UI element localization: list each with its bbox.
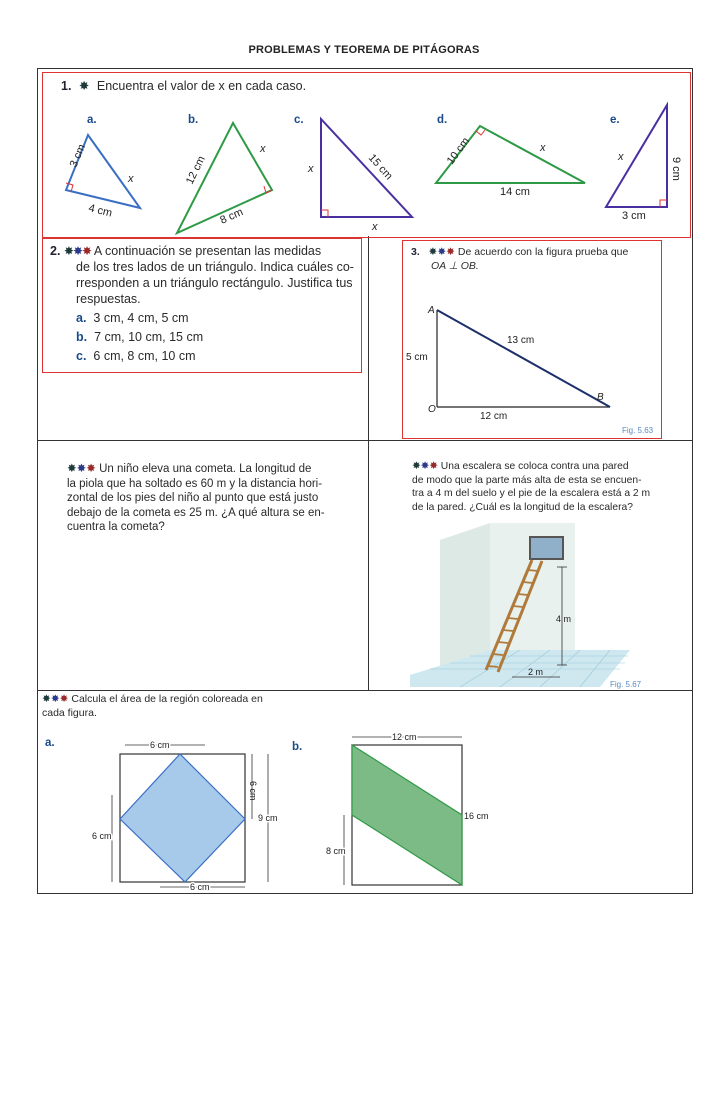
three-stars-icon: ✸✸✸ — [428, 246, 455, 258]
tri-a-hyp: x — [128, 173, 134, 185]
row-divider-2 — [37, 690, 693, 691]
kite-line-4: debajo de la cometa es 25 m. ¿A qué altura se en- — [67, 506, 325, 519]
ladder-line-4: de la pared. ¿Cuál es la longitud de la escalera? — [412, 501, 633, 513]
area-line-2: cada figura. — [42, 707, 97, 719]
point-a: A — [428, 305, 435, 316]
problem-3-line-1: De acuerdo con la figura prueba que — [457, 246, 629, 258]
tri-c-side1: x — [308, 163, 314, 175]
triangle-e — [606, 105, 667, 207]
label-c: c. — [294, 114, 304, 126]
label-b: b. — [188, 114, 199, 126]
area-problem — [42, 692, 263, 720]
side-ob: 12 cm — [480, 411, 508, 422]
three-stars-icon: ✸✸✸ — [67, 463, 96, 475]
tri-d-side2: x — [540, 142, 546, 154]
problem-1-text: Encuentra el valor de x en cada caso. — [96, 79, 307, 93]
ladder-caption: Fig. 5.67 — [610, 680, 642, 689]
problem-2-line-4: respuestas. — [76, 292, 141, 306]
area-a-left: 6 cm — [92, 831, 112, 841]
tri-c-side2: x — [372, 221, 378, 233]
ladder-line-2: de modo que la parte más alta de esta se encuen- — [412, 474, 642, 486]
problem-2-line-2: de los tres lados de un triángulo. Indica cuáles co- — [76, 260, 354, 274]
area-a-top: 6 cm — [150, 740, 170, 750]
area-a-bottom: 6 cm — [190, 882, 210, 892]
label-d: d. — [437, 114, 448, 126]
kite-line-1: Un niño eleva una cometa. La longitud de — [99, 463, 312, 475]
three-stars-icon: ✸✸✸ — [412, 461, 438, 472]
tri-a-side1: 3 cm — [67, 142, 89, 170]
area-a-right-outer: 9 cm — [258, 813, 278, 823]
three-stars-icon: ✸✸✸ — [63, 244, 92, 258]
ladder-problem — [412, 460, 650, 514]
area-label-a: a. — [45, 737, 55, 749]
area-b-right: 16 cm — [464, 811, 489, 821]
row-divider-1 — [37, 440, 693, 441]
label-a: a. — [87, 114, 97, 126]
tri-b-side1: 12 cm — [183, 154, 208, 187]
problem-2-option-c: c. 6 cm, 8 cm, 10 cm — [76, 349, 196, 363]
tri-c-hyp: 15 cm — [365, 151, 395, 183]
three-stars-icon: ✸✸✸ — [42, 693, 69, 705]
point-b: B — [597, 392, 604, 403]
tri-d-hyp: 14 cm — [500, 186, 530, 198]
star-icon: ✸ — [78, 79, 90, 93]
kite-line-2: la piola que ha soltado es 60 m y la distancia hori- — [67, 477, 323, 490]
problem-2-option-b: b. 7 cm, 10 cm, 15 cm — [76, 330, 204, 344]
problem-2-line-1: A continuación se presentan las medidas — [93, 244, 322, 258]
tri-e-hyp: x — [618, 151, 624, 163]
kite-line-5: cuentra la cometa? — [67, 521, 165, 533]
area-figure-a — [80, 735, 303, 895]
area-b-top: 12 cm — [392, 732, 417, 742]
problem-2-number: 2. — [50, 244, 61, 258]
ladder-base-label: 2 m — [528, 667, 544, 677]
ladder-line-1: Una escalera se coloca contra una pared — [440, 461, 629, 472]
kite-problem — [67, 462, 325, 535]
problem-2-option-a: a. 3 cm, 4 cm, 5 cm — [76, 311, 189, 325]
area-a-right-inner: 6 cm — [248, 781, 258, 801]
problem-2-line-3: rresponden a un triángulo rectángulo. Justifica tus — [76, 276, 353, 290]
ladder-line-3: tra a 4 m del suelo y el pie de la escalera está a 2 m — [412, 488, 651, 499]
area-label-b: b. — [292, 741, 303, 753]
side-oa: 5 cm — [406, 352, 428, 363]
problem-3-figure — [400, 280, 662, 438]
area-line-1: Calcula el área de la región coloreada en — [71, 693, 263, 705]
figure-caption: Fig. 5.63 — [622, 426, 654, 435]
tri-d-side1: 10 cm — [444, 135, 473, 167]
tri-e-side2: 3 cm — [622, 210, 646, 222]
area-b-left: 8 cm — [326, 846, 346, 856]
problem-1-triangles — [0, 0, 728, 250]
column-divider — [368, 236, 369, 690]
problem-2-text — [50, 243, 360, 364]
side-ab: 13 cm — [507, 335, 535, 346]
area-figure-b — [320, 730, 500, 890]
problem-1-number: 1. — [61, 79, 72, 93]
page-title: PROBLEMAS Y TEOREMA DE PITÁGORAS — [248, 44, 480, 56]
point-o: O — [428, 404, 436, 415]
ladder-figure — [400, 515, 692, 690]
triangle-c — [321, 119, 412, 217]
tri-e-side1: 9 cm — [670, 157, 682, 181]
kite-line-3: zontal de los pies del niño al punto que está justo — [67, 492, 319, 504]
ladder-height-label: 4 m — [556, 614, 572, 624]
tri-b-side2: 8 cm — [218, 206, 246, 227]
label-e: e. — [610, 114, 620, 126]
tri-b-side3: x — [260, 143, 266, 155]
problem-3-text — [411, 245, 628, 273]
problem-3-line-2: OA ⊥ OB. — [431, 260, 479, 272]
problem-3-number: 3. — [411, 246, 420, 258]
tri-a-side2: 4 cm — [87, 202, 114, 220]
